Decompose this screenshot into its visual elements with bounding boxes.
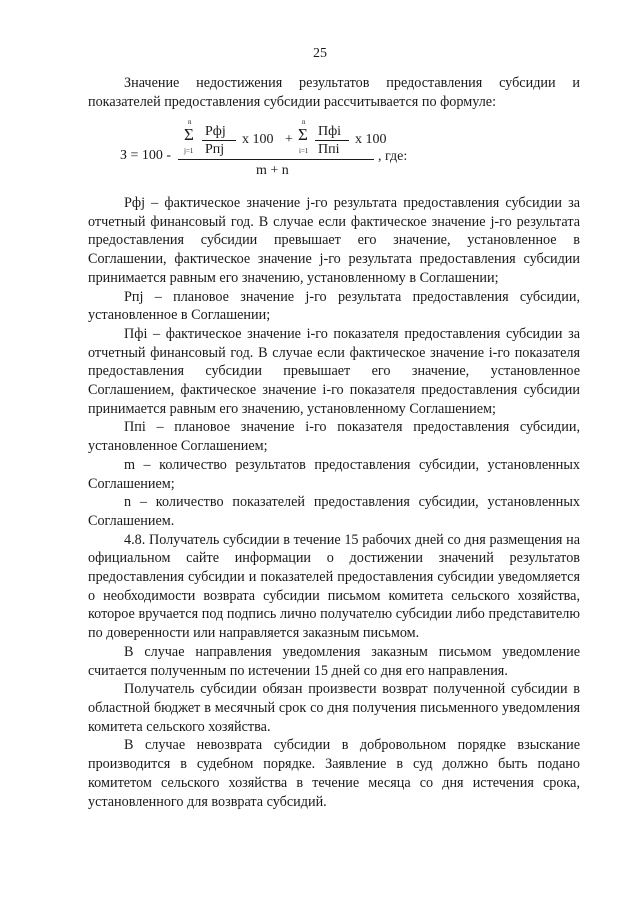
frac2-line: [315, 140, 349, 141]
sum2-upper-limit: n: [302, 118, 306, 126]
paragraph-return-obligation: Получатель субсидии обязан произвести возврат полученной субсидии в областной бюджет в месячный срок со дня получения письменного уведомления комитета сельского хозяйства.: [88, 681, 580, 735]
paragraph-rf: Рфj – фактическое значение j-го результата предоставления субсидии за отчетный финансовый год. В случае если фактическое значение j-го результата предоставления субсидии превышает его значение, установленное в Соглашении, фактическое значение j-го результата предоставления субсидии принимается равным его значению, установленному в Соглашении;: [88, 195, 580, 286]
frac2-denominator: Ппi: [318, 142, 340, 157]
frac2-numerator: Пфi: [318, 124, 342, 139]
paragraph-n: n – количество показателей предоставления субсидии, установленных Соглашением.: [88, 494, 580, 529]
sum1-upper-limit: n: [188, 118, 192, 126]
formula: [122, 118, 422, 188]
times-100-first: х 100: [242, 132, 274, 147]
formula-lhs: З = 100 -: [120, 148, 172, 163]
body-text: [88, 194, 580, 811]
paragraph-m: m – количество результатов предоставления субсидии, установленных Соглашением;: [88, 456, 580, 492]
main-denominator: m + n: [256, 163, 289, 178]
frac1-line: [202, 140, 236, 141]
sum2-sigma: Σ: [298, 125, 308, 144]
paragraph-pf: Пфi – фактическое значение i-го показателя предоставления субсидии за отчетный финансовый год. В случае если фактическое значение i-го показателя предоставления субсидии превышает его значение, установленное Соглашением, фактическое значение i-го показателя предоставления субсидии принимается равным его значению, установленному Соглашением;: [88, 325, 580, 417]
sum1-sigma: Σ: [184, 125, 194, 144]
paragraph-pp: Ппi – плановое значение i-го показателя предоставления субсидии, установленное Соглашением;: [88, 419, 580, 455]
paragraph-4-8: 4.8. Получатель субсидии в течение 15 рабочих дней со дня размещения на официальном сайте информации о достижении значений результатов предоставления субсидии и показателей предоставления субсидии уведомляется о необходимости возврата субсидии письмом комитета сельского хозяйства, которое вручается под подпись лично получателю субсидии либо представителю по доверенности или направляется заказным письмом.: [88, 531, 580, 642]
sum2-lower-limit: i=1: [299, 147, 309, 155]
sum1-lower-limit: j=1: [184, 147, 194, 155]
intro-paragraph: Значение недостижения результатов предоставления субсидии и показателей предоставления субсидии рассчитывается по формуле:: [88, 75, 580, 110]
intro-block: [88, 74, 580, 111]
page-number: 25: [313, 46, 327, 61]
plus-sign: +: [285, 132, 293, 147]
paragraph-court-recovery: В случае невозврата субсидии в добровольном порядке взыскание производится в судебном порядке. Заявление в суд должно быть подано комитетом сельского хозяйства в течение месяца со дня истечения срока, установленного для возврата субсидий.: [88, 737, 580, 810]
paragraph-rp: Рпj – плановое значение j-го результата предоставления субсидии, установленное в Соглашении;: [88, 288, 580, 324]
paragraph-registered-mail: В случае направления уведомления заказным письмом уведомление считается полученным по истечении 15 дней со дня его направления.: [88, 643, 580, 679]
frac1-numerator: Рфj: [205, 124, 226, 139]
times-100-second: х 100: [355, 132, 387, 147]
main-fraction-line: [178, 159, 374, 160]
frac1-denominator: Рпj: [205, 142, 225, 157]
formula-suffix: , где:: [378, 149, 408, 164]
